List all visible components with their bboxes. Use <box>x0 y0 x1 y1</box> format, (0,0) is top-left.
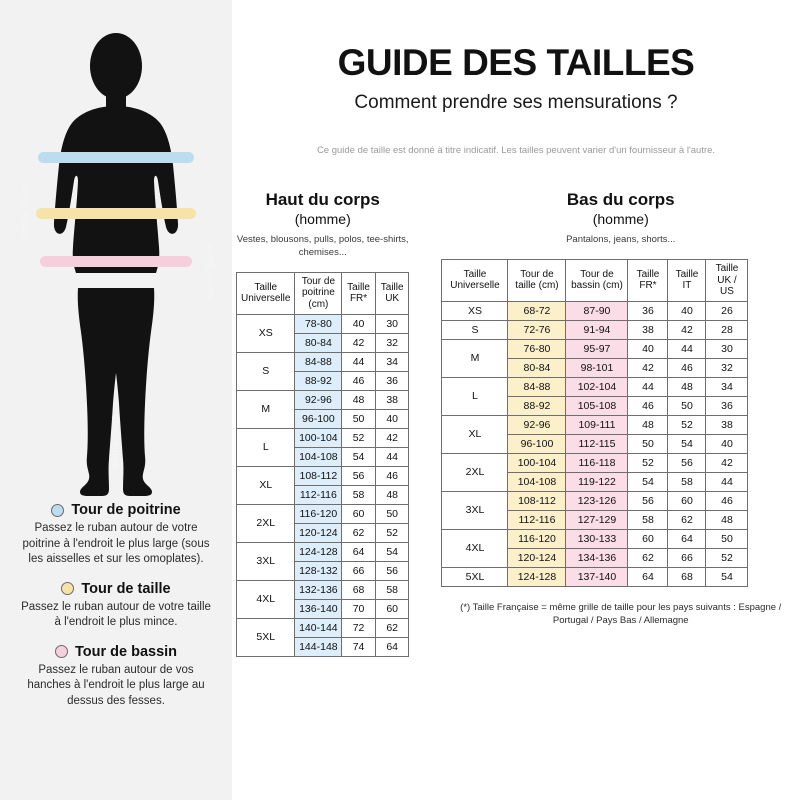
cell-value: 119-122 <box>566 472 628 491</box>
table-row <box>442 301 748 320</box>
cell-value: 34 <box>375 352 409 371</box>
cell-value: 40 <box>628 339 668 358</box>
cell-value: 36 <box>706 396 748 415</box>
cell-value: 52 <box>706 548 748 567</box>
tables-area <box>236 190 800 657</box>
cell-value: 46 <box>628 396 668 415</box>
table-row <box>237 352 409 371</box>
cell-universal-size: L <box>442 377 508 415</box>
cell-value: 50 <box>375 504 409 523</box>
cell-value: 88-92 <box>508 396 566 415</box>
cell-value: 44 <box>706 472 748 491</box>
lower-body-block <box>441 190 800 657</box>
cell-value: 76-80 <box>508 339 566 358</box>
cell-value: 116-120 <box>508 529 566 548</box>
cell-value: 50 <box>668 396 706 415</box>
cell-universal-size: 2XL <box>237 504 295 542</box>
col-waist: Tour de taille (cm) <box>508 259 566 301</box>
cell-value: 36 <box>628 301 668 320</box>
cell-value: 50 <box>342 409 376 428</box>
cell-universal-size: 4XL <box>442 529 508 567</box>
cell-value: 80-84 <box>508 358 566 377</box>
cell-universal-size: 4XL <box>237 580 295 618</box>
col-hips: Tour de bassin (cm) <box>566 259 628 301</box>
cell-value: 66 <box>342 561 376 580</box>
cell-value: 68 <box>668 567 706 586</box>
cell-value: 64 <box>628 567 668 586</box>
upper-body-table <box>236 272 409 657</box>
cell-value: 104-108 <box>508 472 566 491</box>
table-row <box>237 314 409 333</box>
cell-value: 48 <box>375 485 409 504</box>
cell-value: 30 <box>375 314 409 333</box>
cell-value: 46 <box>342 371 376 390</box>
cell-value: 137-140 <box>566 567 628 586</box>
cell-value: 44 <box>342 352 376 371</box>
cell-value: 109-111 <box>566 415 628 434</box>
cell-value: 42 <box>375 428 409 447</box>
cell-value: 60 <box>375 599 409 618</box>
col-universal-size: Taille Universelle <box>237 272 295 314</box>
male-silhouette-icon <box>0 0 232 500</box>
cell-value: 54 <box>668 434 706 453</box>
cell-value: 58 <box>375 580 409 599</box>
cell-value: 102-104 <box>566 377 628 396</box>
legend <box>0 502 232 709</box>
cell-value: 46 <box>706 491 748 510</box>
col-uk: Taille UK <box>375 272 409 314</box>
cell-value: 92-96 <box>295 390 342 409</box>
cell-value: 66 <box>668 548 706 567</box>
cell-value: 44 <box>375 447 409 466</box>
watermark-3: Adobe Stock <box>110 413 120 470</box>
cell-value: 132-136 <box>295 580 342 599</box>
cell-value: 104-108 <box>295 447 342 466</box>
cell-value: 62 <box>375 618 409 637</box>
table-header-row <box>237 272 409 314</box>
cell-value: 112-116 <box>508 510 566 529</box>
lower-body-description: Pantalons, jeans, shorts... <box>566 234 676 245</box>
table-row <box>237 466 409 485</box>
cell-value: 40 <box>706 434 748 453</box>
cell-universal-size: 3XL <box>442 491 508 529</box>
figure-wrap <box>0 0 232 500</box>
cell-universal-size: 5XL <box>442 567 508 586</box>
cell-value: 92-96 <box>508 415 566 434</box>
cell-value: 40 <box>668 301 706 320</box>
cell-value: 140-144 <box>295 618 342 637</box>
cell-value: 120-124 <box>508 548 566 567</box>
cell-value: 144-148 <box>295 637 342 656</box>
cell-value: 96-100 <box>508 434 566 453</box>
cell-value: 40 <box>342 314 376 333</box>
cell-value: 87-90 <box>566 301 628 320</box>
cell-value: 74 <box>342 637 376 656</box>
cell-value: 68-72 <box>508 301 566 320</box>
col-it: Taille IT <box>668 259 706 301</box>
waist-band <box>36 208 196 219</box>
cell-value: 64 <box>342 542 376 561</box>
cell-universal-size: 3XL <box>237 542 295 580</box>
cell-universal-size: XS <box>237 314 295 352</box>
table-row <box>442 491 748 510</box>
cell-value: 112-115 <box>566 434 628 453</box>
chest-color-dot-icon <box>51 504 64 517</box>
cell-value: 56 <box>628 491 668 510</box>
table-row <box>237 390 409 409</box>
cell-universal-size: S <box>237 352 295 390</box>
hips-band <box>40 256 192 267</box>
cell-value: 124-128 <box>508 567 566 586</box>
cell-value: 100-104 <box>508 453 566 472</box>
cell-value: 105-108 <box>566 396 628 415</box>
cell-value: 128-132 <box>295 561 342 580</box>
cell-value: 34 <box>706 377 748 396</box>
lower-body-title: Bas du corps <box>566 190 675 209</box>
cell-value: 42 <box>342 333 376 352</box>
waist-color-dot-icon <box>61 582 74 595</box>
hips-color-dot-icon <box>55 645 68 658</box>
cell-value: 52 <box>342 428 376 447</box>
page-subtitle: Comment prendre ses mensurations ? <box>354 92 678 113</box>
cell-universal-size: M <box>442 339 508 377</box>
cell-value: 60 <box>628 529 668 548</box>
col-fr: Taille FR* <box>628 259 668 301</box>
cell-value: 72-76 <box>508 320 566 339</box>
cell-value: 96-100 <box>295 409 342 428</box>
cell-value: 70 <box>342 599 376 618</box>
cell-value: 80-84 <box>295 333 342 352</box>
cell-value: 68 <box>342 580 376 599</box>
cell-value: 78-80 <box>295 314 342 333</box>
cell-value: 52 <box>668 415 706 434</box>
cell-value: 36 <box>375 371 409 390</box>
legend-item-waist <box>14 581 218 631</box>
cell-value: 32 <box>375 333 409 352</box>
table-row <box>237 618 409 637</box>
cell-value: 58 <box>668 472 706 491</box>
cell-value: 136-140 <box>295 599 342 618</box>
watermark-1: Adobe Stock <box>20 183 30 240</box>
legend-text-waist: Passez le ruban autour de votre taille à l'endroit le plus mince. <box>21 600 211 629</box>
table-row <box>442 320 748 339</box>
table-row <box>442 529 748 548</box>
cell-value: 28 <box>706 320 748 339</box>
upper-body-block <box>236 190 409 657</box>
footnote: (*) Taille Française = même grille de taille pour les pays suivants : Espagne / Portugal / Pays Bas / Allemagne <box>460 601 782 627</box>
table-row <box>442 415 748 434</box>
cell-value: 91-94 <box>566 320 628 339</box>
legend-text-chest: Passez le ruban autour de votre poitrine à l'endroit le plus large (sous les aisselles et sur les omoplates). <box>22 522 210 566</box>
cell-universal-size: 2XL <box>442 453 508 491</box>
cell-value: 38 <box>628 320 668 339</box>
cell-value: 42 <box>668 320 706 339</box>
cell-value: 84-88 <box>508 377 566 396</box>
col-uk-us: Taille UK / US <box>706 259 748 301</box>
table-row <box>237 580 409 599</box>
col-fr: Taille FR* <box>342 272 376 314</box>
header <box>232 0 800 156</box>
chest-band <box>38 152 194 163</box>
table-row <box>442 339 748 358</box>
disclaimer-text: Ce guide de taille est donné à titre indicatif. Les tailles peuvent varier d'un fournisseur à l'autre. <box>316 145 716 156</box>
cell-value: 48 <box>706 510 748 529</box>
cell-value: 112-116 <box>295 485 342 504</box>
legend-item-chest <box>14 502 218 568</box>
lower-body-subtitle: (homme) <box>592 211 649 227</box>
left-panel <box>0 0 232 800</box>
table-header-row <box>442 259 748 301</box>
cell-value: 42 <box>628 358 668 377</box>
upper-body-title: Haut du corps <box>265 190 380 209</box>
cell-value: 116-118 <box>566 453 628 472</box>
col-chest: Tour de poitrine (cm) <box>295 272 342 314</box>
cell-universal-size: XL <box>237 466 295 504</box>
cell-value: 62 <box>668 510 706 529</box>
cell-value: 130-133 <box>566 529 628 548</box>
cell-value: 58 <box>342 485 376 504</box>
cell-value: 54 <box>375 542 409 561</box>
cell-value: 50 <box>706 529 748 548</box>
cell-value: 52 <box>628 453 668 472</box>
cell-value: 123-126 <box>566 491 628 510</box>
table-row <box>237 542 409 561</box>
cell-value: 60 <box>668 491 706 510</box>
cell-value: 38 <box>706 415 748 434</box>
cell-value: 48 <box>342 390 376 409</box>
cell-value: 38 <box>375 390 409 409</box>
cell-value: 42 <box>706 453 748 472</box>
table-row <box>442 377 748 396</box>
cell-universal-size: 5XL <box>237 618 295 656</box>
cell-value: 50 <box>628 434 668 453</box>
table-row <box>442 453 748 472</box>
lower-body-table <box>441 259 748 587</box>
cell-value: 30 <box>706 339 748 358</box>
cell-value: 108-112 <box>508 491 566 510</box>
legend-item-hips <box>14 644 218 710</box>
cell-value: 44 <box>628 377 668 396</box>
legend-text-hips: Passez le ruban autour de vos hanches à l'endroit le plus large au dessus des fesses. <box>27 663 205 707</box>
cell-value: 116-120 <box>295 504 342 523</box>
cell-value: 54 <box>342 447 376 466</box>
upper-body-description: Vestes, blousons, pulls, polos, tee-shirts, chemises... <box>236 234 409 258</box>
cell-value: 56 <box>342 466 376 485</box>
cell-universal-size: XL <box>442 415 508 453</box>
cell-value: 100-104 <box>295 428 342 447</box>
cell-value: 44 <box>668 339 706 358</box>
watermark-2: Adobe Stock <box>205 243 215 300</box>
cell-value: 72 <box>342 618 376 637</box>
cell-value: 46 <box>668 358 706 377</box>
table-row <box>237 428 409 447</box>
legend-title-waist: Tour de taille <box>81 580 171 597</box>
cell-value: 54 <box>706 567 748 586</box>
cell-value: 56 <box>375 561 409 580</box>
cell-value: 48 <box>668 377 706 396</box>
cell-value: 120-124 <box>295 523 342 542</box>
cell-value: 95-97 <box>566 339 628 358</box>
cell-value: 64 <box>668 529 706 548</box>
cell-value: 32 <box>706 358 748 377</box>
cell-value: 134-136 <box>566 548 628 567</box>
cell-value: 88-92 <box>295 371 342 390</box>
cell-value: 64 <box>375 637 409 656</box>
cell-value: 62 <box>342 523 376 542</box>
cell-value: 56 <box>668 453 706 472</box>
cell-value: 108-112 <box>295 466 342 485</box>
legend-title-chest: Tour de poitrine <box>71 502 181 518</box>
legend-title-hips: Tour de bassin <box>74 643 178 660</box>
cell-value: 26 <box>706 301 748 320</box>
cell-value: 84-88 <box>295 352 342 371</box>
cell-value: 60 <box>342 504 376 523</box>
cell-value: 40 <box>375 409 409 428</box>
cell-universal-size: S <box>442 320 508 339</box>
cell-value: 58 <box>628 510 668 529</box>
page-title: GUIDE DES TAILLES <box>337 42 695 83</box>
cell-value: 46 <box>375 466 409 485</box>
cell-value: 127-129 <box>566 510 628 529</box>
cell-value: 54 <box>628 472 668 491</box>
upper-body-subtitle: (homme) <box>294 211 351 227</box>
cell-universal-size: M <box>237 390 295 428</box>
cell-value: 98-101 <box>566 358 628 377</box>
col-universal-size: Taille Universelle <box>442 259 508 301</box>
cell-value: 124-128 <box>295 542 342 561</box>
cell-universal-size: XS <box>442 301 508 320</box>
cell-value: 48 <box>628 415 668 434</box>
table-row <box>237 504 409 523</box>
cell-universal-size: L <box>237 428 295 466</box>
cell-value: 52 <box>375 523 409 542</box>
cell-value: 62 <box>628 548 668 567</box>
table-row <box>442 567 748 586</box>
